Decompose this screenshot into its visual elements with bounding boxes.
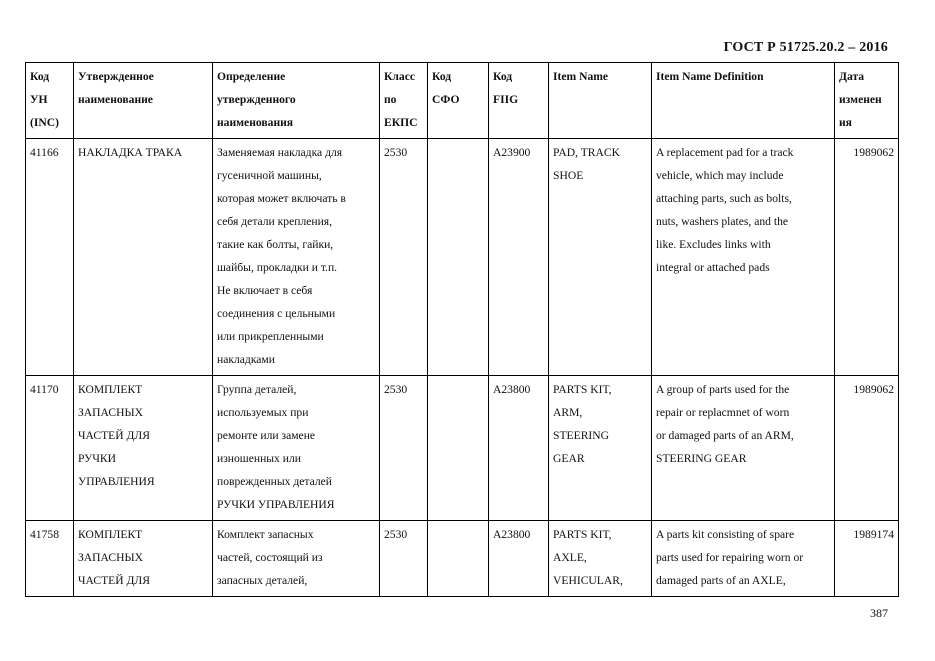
cell-inc: 41166 xyxy=(26,139,74,376)
cell-code-sfo xyxy=(428,376,489,521)
header-item-name: Item Name xyxy=(549,63,652,139)
header-class-ekps: Класс по ЕКПС xyxy=(380,63,428,139)
cell-change-date: 1989174 xyxy=(835,521,899,597)
cell-change-date: 1989062 xyxy=(835,376,899,521)
cell-change-date: 1989062 xyxy=(835,139,899,376)
cell-definition-ru: Заменяемая накладка для гусеничной машины, которая может включать в себя детали крепления, такие как болты, гайки, шайбы, прокладки и т.п. Не включает в себя соединения с цельными или прикрепленными накладками xyxy=(213,139,380,376)
header-change-date: Дата изменен ия xyxy=(835,63,899,139)
cell-inc: 41170 xyxy=(26,376,74,521)
header-row xyxy=(26,63,899,139)
document-standard-title: ГОСТ Р 51725.20.2 – 2016 xyxy=(723,40,888,55)
cell-name-ru: КОМПЛЕКТ ЗАПАСНЫХ ЧАСТЕЙ ДЛЯ РУЧКИ УПРАВЛЕНИЯ xyxy=(74,376,213,521)
table-row xyxy=(26,376,899,521)
header-approved-definition: Определение утвержденного наименования xyxy=(213,63,380,139)
cell-code-sfo xyxy=(428,139,489,376)
cell-item-definition: A parts kit consisting of spare parts used for repairing worn or damaged parts of an AXLE, xyxy=(652,521,835,597)
cell-inc: 41758 xyxy=(26,521,74,597)
cell-item-name: PARTS KIT, ARM, STEERING GEAR xyxy=(549,376,652,521)
header-inc: Код УН (INC) xyxy=(26,63,74,139)
cell-class-ekps: 2530 xyxy=(380,139,428,376)
cell-item-definition: A group of parts used for the repair or replacmnet of worn or damaged parts of an ARM, STEERING GEAR xyxy=(652,376,835,521)
cell-definition-ru: Группа деталей, используемых при ремонте или замене изношенных или поврежденных деталей РУЧКИ УПРАВЛЕНИЯ xyxy=(213,376,380,521)
cell-item-name: PARTS KIT, AXLE, VEHICULAR, xyxy=(549,521,652,597)
cell-class-ekps: 2530 xyxy=(380,376,428,521)
cell-name-ru: НАКЛАДКА ТРАКА xyxy=(74,139,213,376)
cell-class-ekps: 2530 xyxy=(380,521,428,597)
page-number: 387 xyxy=(870,606,888,620)
table-row xyxy=(26,139,899,376)
header-code-fiig: Код FIIG xyxy=(489,63,549,139)
cell-item-definition: A replacement pad for a track vehicle, which may include attaching parts, such as bolts, nuts, washers plates, and the like. Excludes links with integral or attached pads xyxy=(652,139,835,376)
cell-item-name: PAD, TRACK SHOE xyxy=(549,139,652,376)
cell-code-fiig: A23800 xyxy=(489,521,549,597)
cell-name-ru: КОМПЛЕКТ ЗАПАСНЫХ ЧАСТЕЙ ДЛЯ xyxy=(74,521,213,597)
header-code-sfo: Код СФО xyxy=(428,63,489,139)
cell-code-fiig: A23800 xyxy=(489,376,549,521)
header-item-definition: Item Name Definition xyxy=(652,63,835,139)
inc-table xyxy=(25,62,899,597)
table-row xyxy=(26,521,899,597)
table-header xyxy=(26,63,899,139)
cell-definition-ru: Комплект запасных частей, состоящий из запасных деталей, xyxy=(213,521,380,597)
cell-code-sfo xyxy=(428,521,489,597)
header-approved-name: Утвержденное наименование xyxy=(74,63,213,139)
cell-code-fiig: A23900 xyxy=(489,139,549,376)
table-body xyxy=(26,139,899,597)
